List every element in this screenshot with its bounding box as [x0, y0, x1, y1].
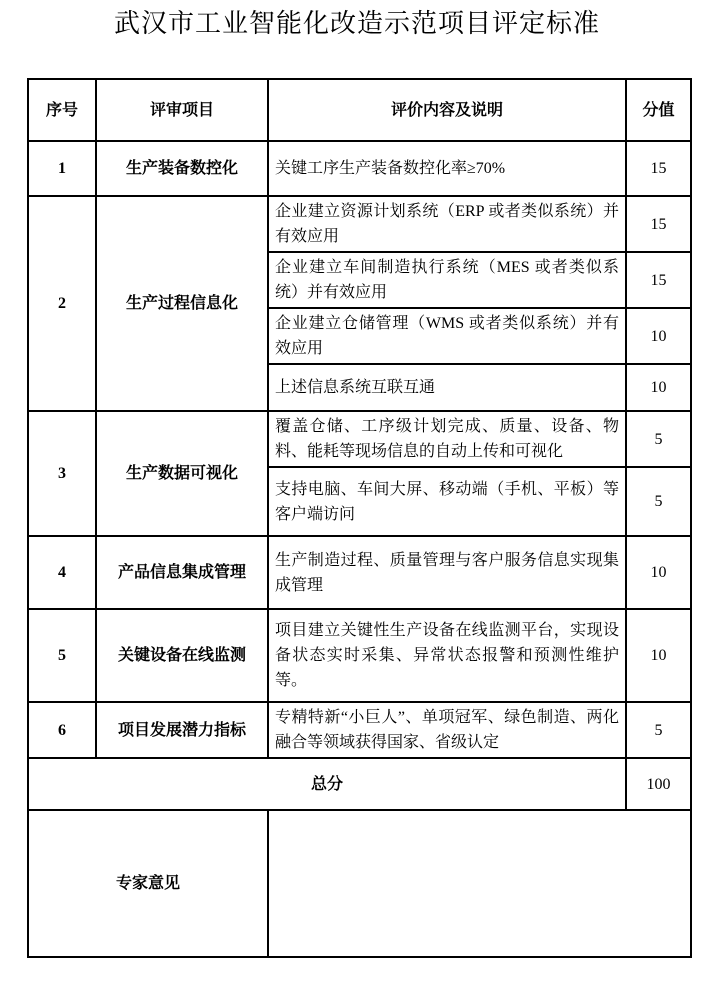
table-row [28, 196, 691, 252]
document-title: 武汉市工业智能化改造示范项目评定标准 [113, 9, 600, 38]
header-no: 序号 [28, 79, 96, 141]
expert-opinion-area [268, 810, 691, 957]
review-item-cell: 关键设备在线监测 [96, 609, 268, 702]
header-score: 分值 [626, 79, 691, 141]
score-cell: 15 [626, 252, 691, 308]
review-item-cell: 生产数据可视化 [96, 411, 268, 536]
score-cell: 5 [626, 702, 691, 758]
table-header-row [28, 79, 691, 141]
score-cell: 10 [626, 308, 691, 364]
table-row [28, 141, 691, 196]
row-no-cell: 2 [28, 196, 96, 411]
row-no-cell: 6 [28, 702, 96, 758]
row-no-cell: 1 [28, 141, 96, 196]
table-row [28, 702, 691, 758]
criteria-cell: 企业建立车间制造执行系统（MES 或者类似系统）并有效应用 [268, 252, 626, 308]
expert-row [28, 810, 691, 957]
review-item-cell: 生产装备数控化 [96, 141, 268, 196]
criteria-cell: 企业建立仓储管理（WMS 或者类似系统）并有效应用 [268, 308, 626, 364]
total-row [28, 758, 691, 810]
evaluation-table [27, 78, 692, 958]
score-cell: 15 [626, 141, 691, 196]
header-criteria: 评价内容及说明 [268, 79, 626, 141]
criteria-cell: 上述信息系统互联互通 [268, 364, 626, 411]
table-row [28, 609, 691, 702]
review-item-cell: 产品信息集成管理 [96, 536, 268, 609]
row-no-cell: 4 [28, 536, 96, 609]
score-cell: 10 [626, 364, 691, 411]
score-cell: 5 [626, 411, 691, 467]
row-no-cell: 5 [28, 609, 96, 702]
total-label-cell: 总分 [28, 758, 626, 810]
score-cell: 10 [626, 536, 691, 609]
review-item-cell: 生产过程信息化 [96, 196, 268, 411]
table-row [28, 411, 691, 467]
criteria-cell: 生产制造过程、质量管理与客户服务信息实现集成管理 [268, 536, 626, 609]
criteria-cell: 覆盖仓储、工序级计划完成、质量、设备、物料、能耗等现场信息的自动上传和可视化 [268, 411, 626, 467]
review-item-cell: 项目发展潜力指标 [96, 702, 268, 758]
criteria-cell: 企业建立资源计划系统（ERP 或者类似系统）并有效应用 [268, 196, 626, 252]
score-cell: 5 [626, 467, 691, 536]
criteria-cell: 项目建立关键性生产设备在线监测平台，实现设备状态实时采集、异常状态报警和预测性维护等。 [268, 609, 626, 702]
score-cell: 10 [626, 609, 691, 702]
expert-label-cell: 专家意见 [28, 810, 268, 957]
total-score-cell: 100 [626, 758, 691, 810]
criteria-cell: 专精特新“小巨人”、单项冠军、绿色制造、两化融合等领域获得国家、省级认定 [268, 702, 626, 758]
criteria-cell: 支持电脑、车间大屏、移动端（手机、平板）等客户端访问 [268, 467, 626, 536]
table-row [28, 536, 691, 609]
score-cell: 15 [626, 196, 691, 252]
row-no-cell: 3 [28, 411, 96, 536]
header-item: 评审项目 [96, 79, 268, 141]
criteria-cell: 关键工序生产装备数控化率≥70% [268, 141, 626, 196]
